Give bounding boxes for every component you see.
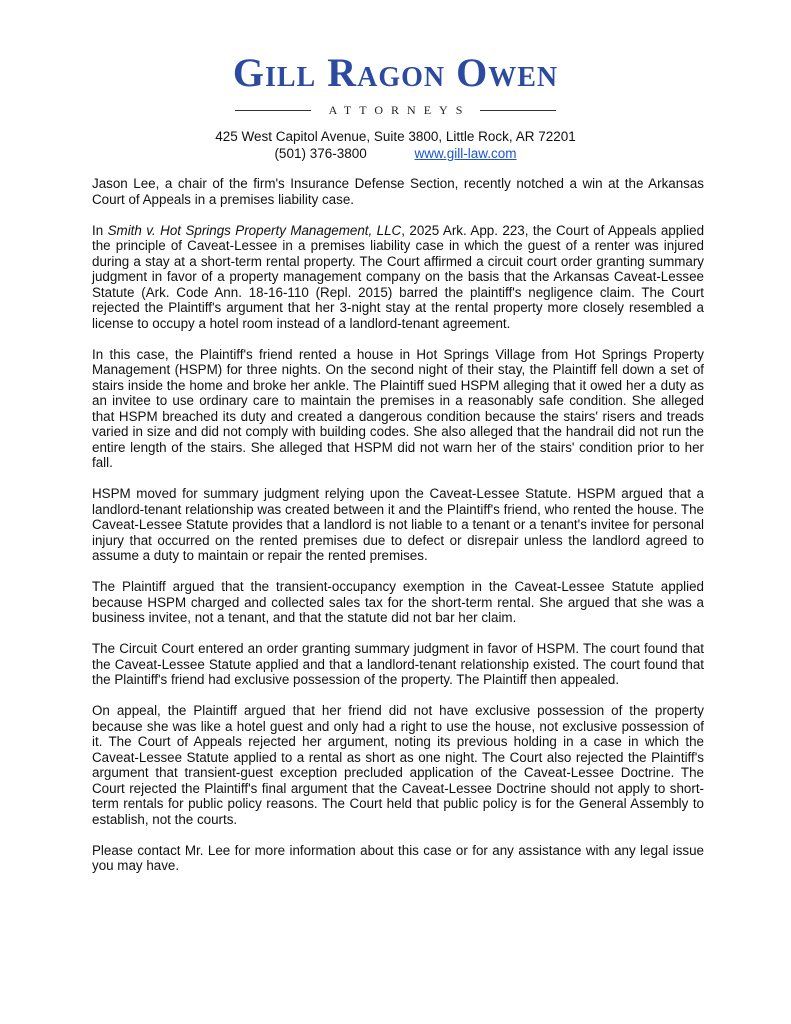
right-divider: [480, 110, 556, 111]
paragraph-intro: Jason Lee, a chair of the firm's Insurance Defense Section, recently notched a win at the Arkansas Court of Appeals in a premises liability case.: [92, 176, 704, 207]
article-body: [92, 176, 704, 889]
letterhead: [0, 50, 791, 162]
paragraph-contact: Please contact Mr. Lee for more information about this case or for any assistance with any legal issue you may have.: [92, 842, 704, 873]
contact-line: [0, 145, 791, 162]
paragraph-case-summary: [92, 223, 704, 332]
paragraph-motion: HSPM moved for summary judgment relying upon the Caveat-Lessee Statute. HSPM argued that a landlord-tenant relationship was created between it and the Plaintiff's friend, who rented the house. The Caveat-Lessee Statute provides that a landlord is not liable to a tenant or a tenant's invitee for personal injury that occurred on the rented premises due to defect or disrepair unless the landlord agreed to assume a duty to maintain or repair the rented premises.: [92, 486, 704, 563]
paragraph-plaintiff-argument: The Plaintiff argued that the transient-occupancy exemption in the Caveat-Lessee Statute applied because HSPM charged and collected sales tax for the short-term rental. She argued that she was a business invitee, not a tenant, and that the statute did not bar her claim.: [92, 579, 704, 625]
firm-website-link[interactable]: www.gill-law.com: [414, 146, 517, 161]
firm-address: 425 West Capitol Avenue, Suite 3800, Little Rock, AR 72201: [215, 129, 576, 144]
case-prefix: In: [92, 222, 108, 238]
case-citation: Smith v. Hot Springs Property Management, LLC: [107, 222, 402, 238]
firm-subtitle-row: [0, 100, 791, 120]
case-summary-text: , 2025 Ark. App. 223, the Court of Appeals applied the principle of Caveat-Lessee in a premises liability case in which the guest of a renter was injured during a stay at a short-term rental property. The Court affirmed a circuit court order granting summary judgment in favor of a property management company on the basis that the Arkansas Caveat-Lessee Statute (Ark. Code Ann. 18-16-110 (Repl. 2015) barred the plaintiff's negligence claim. The Court rejected the Plaintiff's argument that her 3-night stay at the rental property more closely resembled a license to occupy a hotel room instead of a landlord-tenant agreement.: [92, 222, 705, 331]
paragraph-facts: In this case, the Plaintiff's friend rented a house in Hot Springs Village from Hot Springs Property Management (HSPM) for three nights. On the second night of their stay, the Plaintiff fell down a set of stairs inside the home and broke her ankle. The Plaintiff sued HSPM alleging that it owed her a duty as an invitee to use ordinary care to maintain the premises in a reasonably safe condition. She alleged that HSPM breached its duty and created a dangerous condition because the stairs' risers and treads varied in size and did not comply with building codes. She also alleged that the handrail did not run the entire length of the stairs. She alleged that HSPM did not warn her of the stairs' condition prior to her fall.: [92, 346, 704, 470]
paragraph-circuit-court: The Circuit Court entered an order granting summary judgment in favor of HSPM. The court found that the Caveat-Lessee Statute applied and that a landlord-tenant relationship existed. The court found that the Plaintiff's friend had exclusive possession of the property. The Plaintiff then appealed.: [92, 641, 704, 687]
firm-phone: (501) 376-3800: [274, 146, 367, 161]
paragraph-appeal: On appeal, the Plaintiff argued that her friend did not have exclusive possession of the property because she was like a hotel guest and only had a right to use the house, not exclusive possession of it. The Court of Appeals rejected her argument, noting its previous holding in a case in which the Caveat-Lessee Statute applied to a rental as short as one night. The Court also rejected the Plaintiff's argument that transient-guest exception precluded application of the Caveat-Lessee Doctrine. The Court rejected the Plaintiff's final argument that the Caveat-Lessee Doctrine should not apply to short-term rentals for public policy reasons. The Court held that public policy is for the General Assembly to establish, not the courts.: [92, 703, 704, 827]
firm-logo: Gill Ragon Owen: [232, 50, 559, 95]
left-divider: [235, 110, 311, 111]
firm-subtitle: ATTORNEYS: [328, 102, 471, 117]
